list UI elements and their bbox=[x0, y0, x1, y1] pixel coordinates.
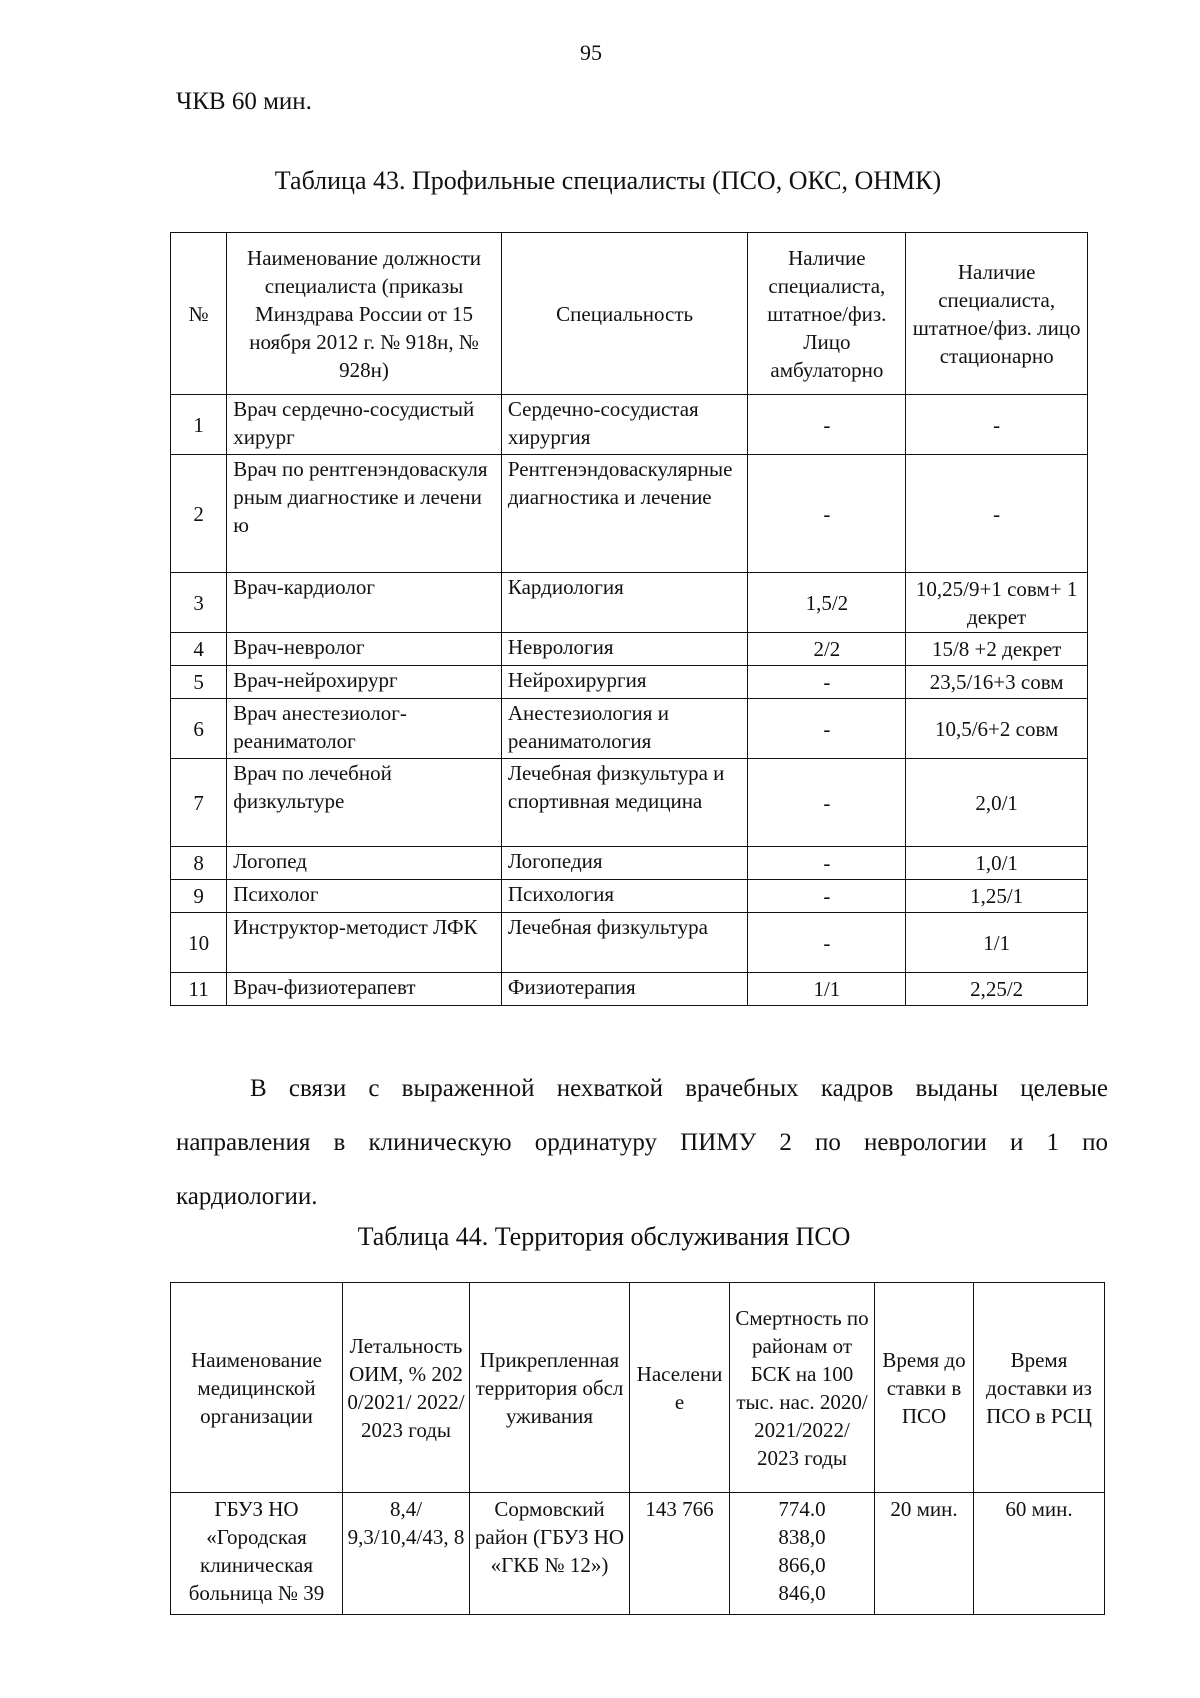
table-row bbox=[171, 847, 1088, 880]
row-inpatient: - bbox=[906, 395, 1088, 455]
row-position: Врач-физиотерапевт bbox=[227, 973, 502, 1006]
row-num: 4 bbox=[171, 633, 227, 666]
row-specialty: Физиотерапия bbox=[501, 973, 748, 1006]
row-specialty: Лечебная физкультура и спортивная медицина bbox=[501, 759, 748, 847]
mortality-value: 774.0 bbox=[778, 1497, 826, 1521]
row-num: 2 bbox=[171, 455, 227, 573]
table-44-caption: Таблица 44. Территория обслуживания ПСО bbox=[357, 1222, 851, 1251]
row-position: Врач-невролог bbox=[227, 633, 502, 666]
row-specialty: Сердечно-сосудистая хирургия bbox=[501, 395, 748, 455]
mortality-value: 846,0 bbox=[778, 1581, 826, 1605]
row-lethality: 8,4/ 9,3/10,4/43, 8 bbox=[343, 1493, 470, 1615]
row-delivery-rsc: 60 мин. bbox=[974, 1493, 1105, 1615]
row-position: Врач-нейрохирург bbox=[227, 666, 502, 699]
table-row bbox=[171, 633, 1088, 666]
table-row bbox=[171, 880, 1088, 913]
row-specialty: Неврология bbox=[501, 633, 748, 666]
row-inpatient: 1,25/1 bbox=[906, 880, 1088, 913]
table-row bbox=[171, 666, 1088, 699]
row-position: Логопед bbox=[227, 847, 502, 880]
row-num: 10 bbox=[171, 913, 227, 973]
row-num: 3 bbox=[171, 573, 227, 633]
row-num: 7 bbox=[171, 759, 227, 847]
row-ambulatory: 2/2 bbox=[748, 633, 906, 666]
row-position: Врач по лечебной физкультуре bbox=[227, 759, 502, 847]
row-inpatient: 23,5/16+3 совм bbox=[906, 666, 1088, 699]
row-ambulatory: - bbox=[748, 395, 906, 455]
row-position: Врач анестезиолог-реаниматолог bbox=[227, 699, 502, 759]
header-num: № bbox=[171, 233, 227, 395]
table-row bbox=[171, 973, 1088, 1006]
header-delivery-rsc: Время доставки из ПСО в РСЦ bbox=[974, 1283, 1105, 1493]
header-territory: Прикрепленная территория обслуживания bbox=[470, 1283, 630, 1493]
table-row bbox=[171, 1493, 1105, 1615]
mortality-value: 866,0 bbox=[778, 1553, 826, 1577]
row-specialty: Психология bbox=[501, 880, 748, 913]
paragraph-line: В связи с выраженной нехваткой врачебных кадров выданы целевые bbox=[250, 1075, 1108, 1102]
row-specialty: Кардиология bbox=[501, 573, 748, 633]
row-inpatient: 10,25/9+1 совм+ 1 декрет bbox=[906, 573, 1088, 633]
table-row bbox=[171, 699, 1088, 759]
row-num: 11 bbox=[171, 973, 227, 1006]
row-specialty: Лечебная физкультура bbox=[501, 913, 748, 973]
row-ambulatory: - bbox=[748, 880, 906, 913]
header-org: Наименование медицинской организации bbox=[171, 1283, 343, 1493]
row-inpatient: - bbox=[906, 455, 1088, 573]
header-mortality: Смертность по районам от БСК на 100 тыс. нас. 2020/ 2021/2022/ 2023 годы bbox=[730, 1283, 875, 1493]
row-position: Психолог bbox=[227, 880, 502, 913]
header-inpatient: Наличие специалиста, штатное/физ. лицо стационарно bbox=[906, 233, 1088, 395]
mortality-value: 838,0 bbox=[778, 1525, 826, 1549]
row-specialty: Рентгенэндоваскулярные диагностика и лечение bbox=[501, 455, 748, 573]
header-specialty: Специальность bbox=[501, 233, 748, 395]
header-ambulatory: Наличие специалиста, штатное/физ. Лицо амбулаторно bbox=[748, 233, 906, 395]
table-44-territory bbox=[170, 1282, 1105, 1615]
row-ambulatory: 1/1 bbox=[748, 973, 906, 1006]
body-paragraph bbox=[176, 1062, 1108, 1224]
paragraph-line: кардиологии. bbox=[176, 1183, 318, 1210]
header-lethality: Летальность ОИМ, % 2020/2021/ 2022/2023 годы bbox=[343, 1283, 470, 1493]
row-inpatient: 1,0/1 bbox=[906, 847, 1088, 880]
header-population: Население bbox=[630, 1283, 730, 1493]
table-row bbox=[171, 395, 1088, 455]
row-ambulatory: - bbox=[748, 699, 906, 759]
row-specialty: Анестезиология и реаниматология bbox=[501, 699, 748, 759]
header-position: Наименование должности специалиста (приказы Минздрава России от 15 ноября 2012 г. № 918н, № 928н) bbox=[227, 233, 502, 395]
table-43-caption: Таблица 43. Профильные специалисты (ПСО, ОКС, ОНМК) bbox=[274, 166, 942, 195]
row-position: Инструктор-методист ЛФК bbox=[227, 913, 502, 973]
row-inpatient: 2,0/1 bbox=[906, 759, 1088, 847]
row-inpatient: 15/8 +2 декрет bbox=[906, 633, 1088, 666]
row-num: 5 bbox=[171, 666, 227, 699]
table-43-specialists bbox=[170, 232, 1088, 1006]
row-territory: Сормовский район (ГБУЗ НО «ГКБ № 12») bbox=[470, 1493, 630, 1615]
row-ambulatory: - bbox=[748, 666, 906, 699]
row-delivery-pso: 20 мин. bbox=[875, 1493, 974, 1615]
row-inpatient: 2,25/2 bbox=[906, 973, 1088, 1006]
header-delivery-pso: Время доставки в ПСО bbox=[875, 1283, 974, 1493]
row-inpatient: 10,5/6+2 совм bbox=[906, 699, 1088, 759]
row-ambulatory: - bbox=[748, 455, 906, 573]
row-org: ГБУЗ НО «Городская клиническая больница № 39 bbox=[171, 1493, 343, 1615]
row-population: 143 766 bbox=[630, 1493, 730, 1615]
table-43-header-row bbox=[171, 233, 1088, 395]
table-row bbox=[171, 455, 1088, 573]
row-num: 8 bbox=[171, 847, 227, 880]
row-mortality bbox=[730, 1493, 875, 1615]
row-specialty: Нейрохирургия bbox=[501, 666, 748, 699]
row-ambulatory: - bbox=[748, 759, 906, 847]
paragraph-line: направления в клиническую ординатуру ПИМУ 2 по неврологии и 1 по bbox=[176, 1129, 1108, 1156]
table-row bbox=[171, 759, 1088, 847]
row-num: 9 bbox=[171, 880, 227, 913]
page-number: 95 bbox=[580, 40, 602, 65]
row-position: Врач-кардиолог bbox=[227, 573, 502, 633]
row-ambulatory: - bbox=[748, 847, 906, 880]
table-row bbox=[171, 573, 1088, 633]
row-position: Врач по рентгенэндоваскулярным диагностике и лечению bbox=[227, 455, 502, 573]
row-num: 1 bbox=[171, 395, 227, 455]
row-num: 6 bbox=[171, 699, 227, 759]
row-ambulatory: 1,5/2 bbox=[748, 573, 906, 633]
intro-text: ЧКВ 60 мин. bbox=[176, 88, 312, 115]
row-specialty: Логопедия bbox=[501, 847, 748, 880]
table-row bbox=[171, 913, 1088, 973]
row-ambulatory: - bbox=[748, 913, 906, 973]
row-position: Врач сердечно-сосудистый хирург bbox=[227, 395, 502, 455]
row-inpatient: 1/1 bbox=[906, 913, 1088, 973]
table-44-header-row bbox=[171, 1283, 1105, 1493]
